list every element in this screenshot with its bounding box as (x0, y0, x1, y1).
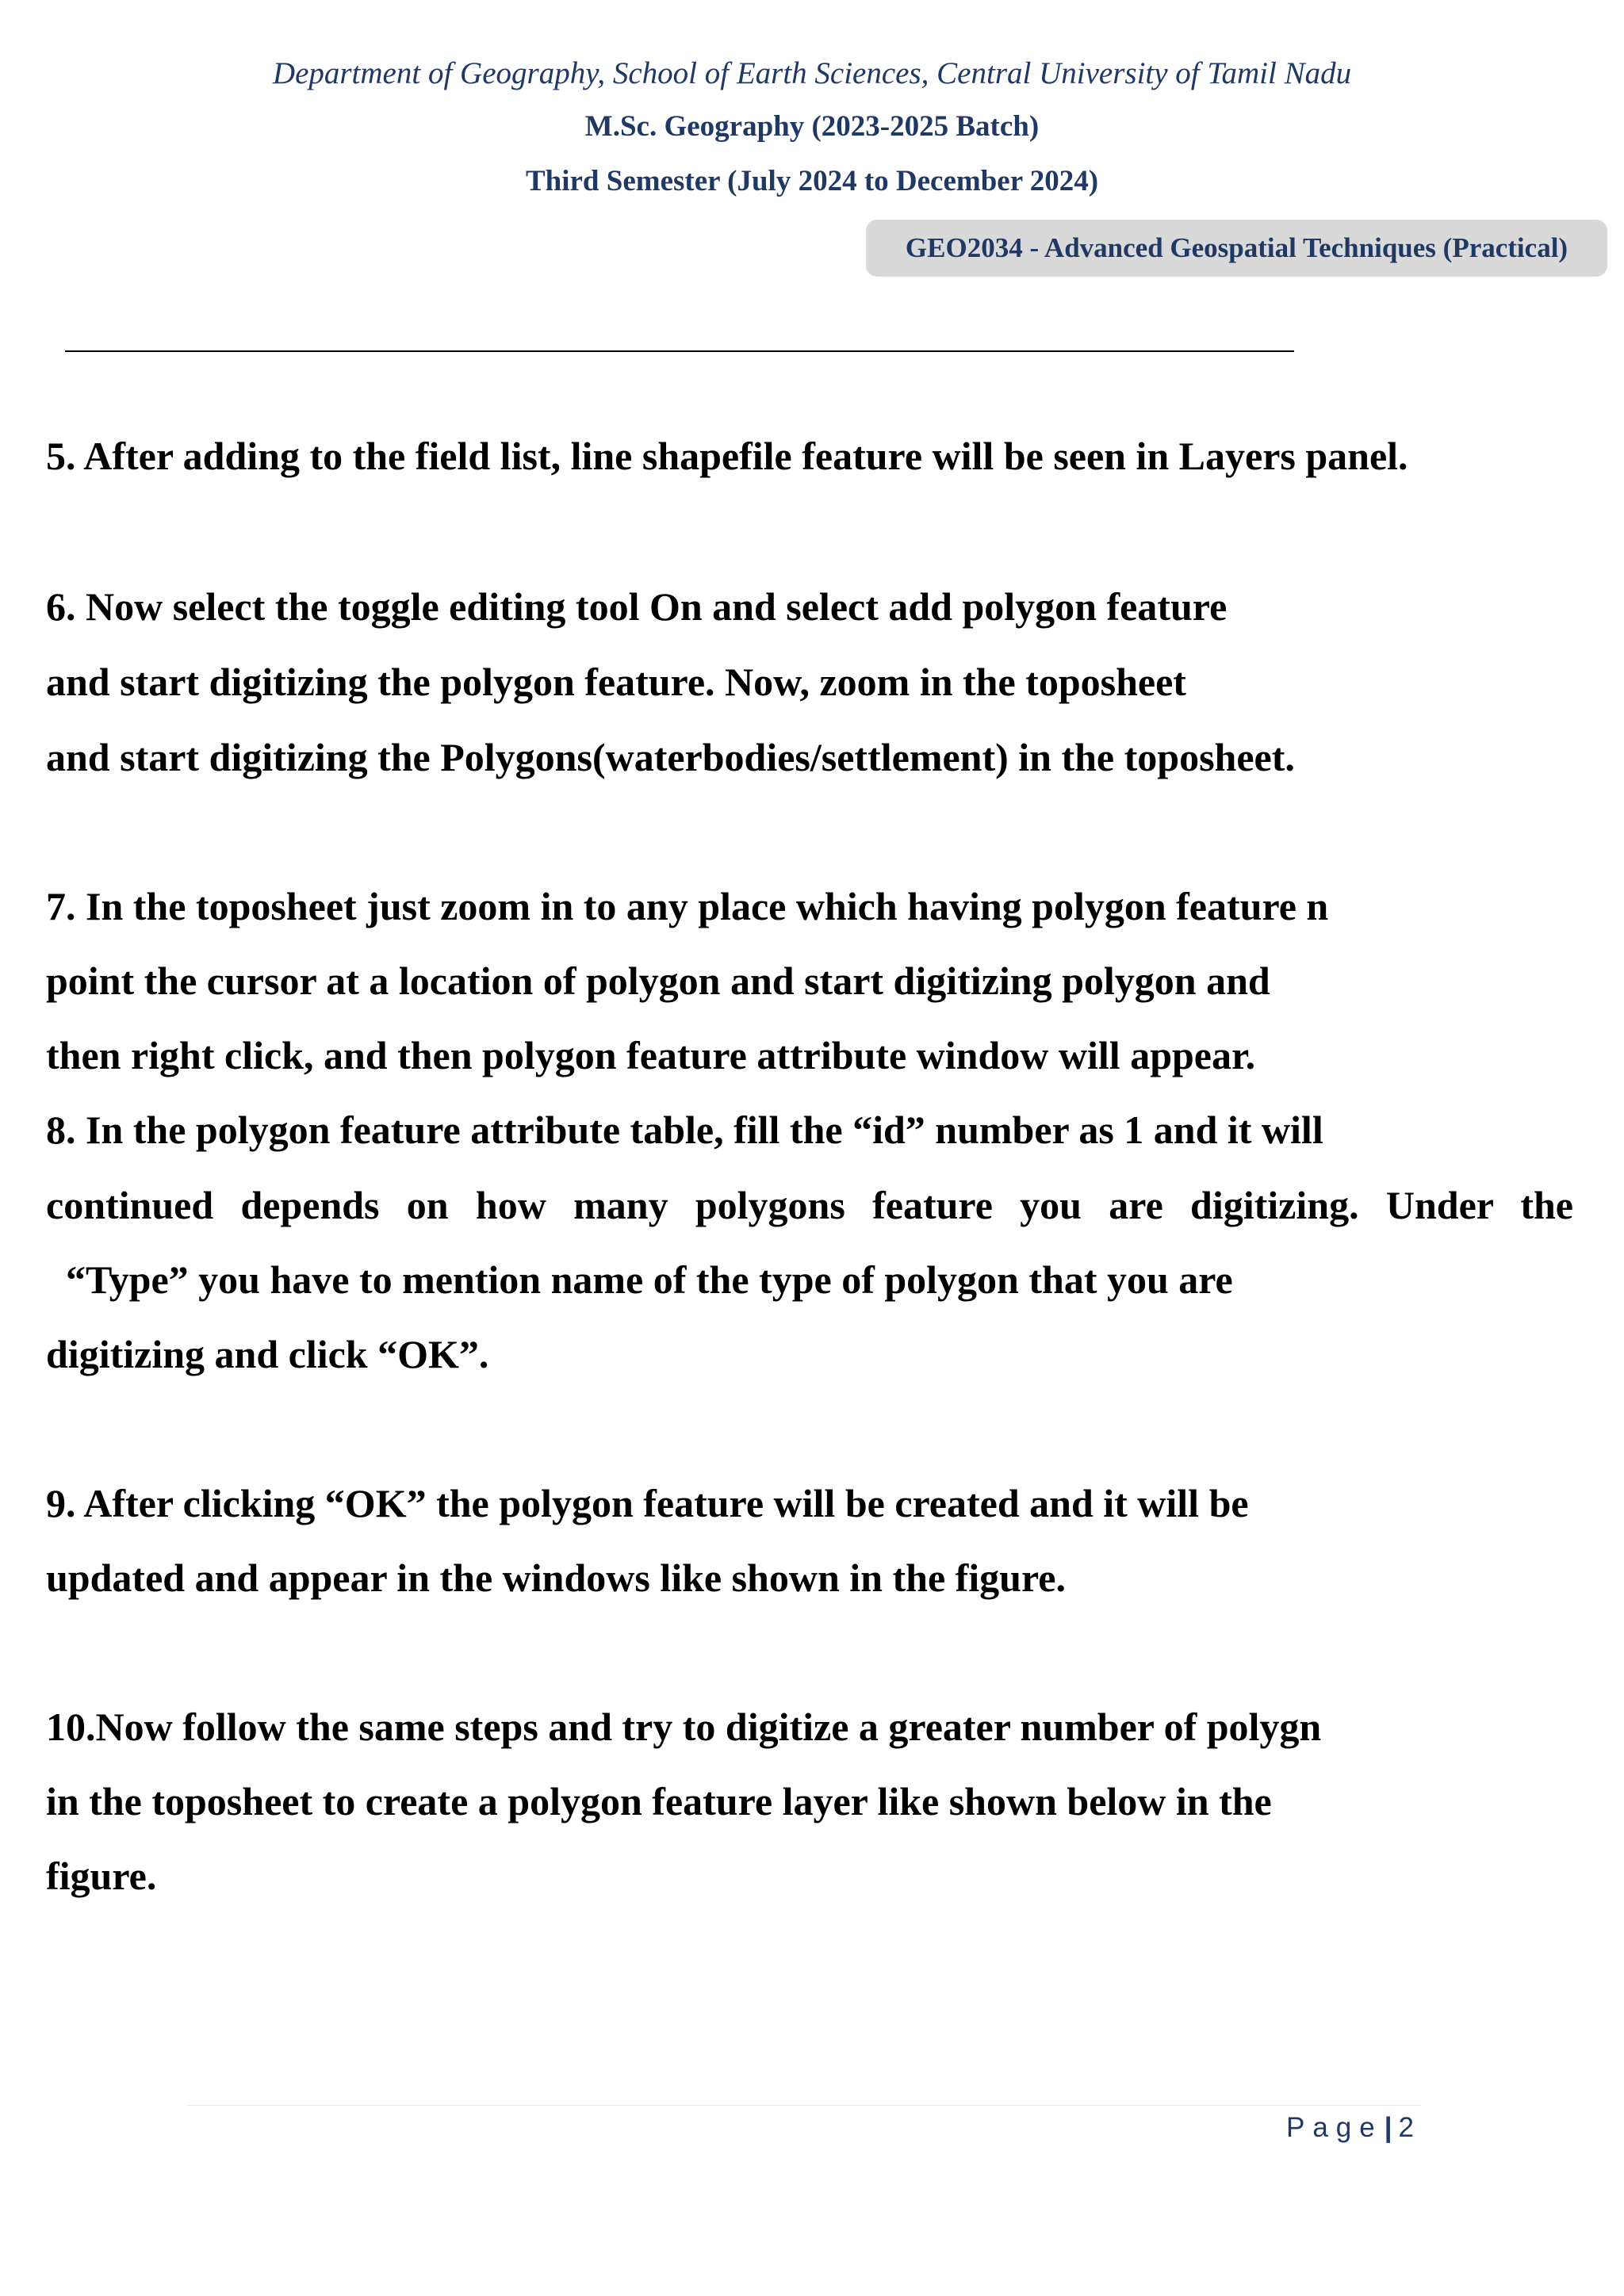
department-name: Department of Geography, School of Earth Sciences, Central University of Tamil Nadu (272, 56, 1352, 90)
step-10-line-2: in the toposheet to create a polygon feature layer like shown below in the (46, 1779, 1272, 1823)
step-8-line-3: “Type” you have to mention name of the type of polygon that you are (46, 1257, 1233, 1302)
page-separator: | (1384, 2112, 1392, 2143)
step-9-line-2: updated and appear in the windows like shown in the figure. (46, 1556, 1066, 1600)
step-6-line-2: and start digitizing the polygon feature. Now, zoom in the toposheet (46, 660, 1186, 704)
step-10-line-3: figure. (46, 1854, 157, 1898)
step-8-line-2: continued depends on how many polygons feature you are digitizing. Under the (46, 1183, 1573, 1227)
step-5-line-1: 5. After adding to the field list, line shapefile feature will be seen in Layers panel. (46, 434, 1408, 478)
semester-info: Third Semester (July 2024 to December 2024) (525, 165, 1099, 197)
step-6-line-3: and start digitizing the Polygons(waterbodies/settlement) in the toposheet. (46, 735, 1295, 779)
step-10-line-1: 10.Now follow the same steps and try to digitize a greater number of polygn (46, 1705, 1322, 1749)
step-8-line-4: digitizing and click “OK”. (46, 1332, 489, 1376)
step-8-line-1: 8. In the polygon feature attribute table, fill the “id” number as 1 and it will (46, 1108, 1323, 1152)
programme-name: M.Sc. Geography (2023-2025 Batch) (584, 110, 1040, 143)
footer-divider (188, 2105, 1421, 2106)
header-divider (65, 350, 1294, 352)
page-number-footer (1286, 2112, 1414, 2144)
step-7-line-2: point the cursor at a location of polygon and start digitizing polygon and (46, 959, 1270, 1003)
step-7-line-3: then right click, and then polygon feature attribute window will appear. (46, 1033, 1256, 1077)
step-6-line-1: 6. Now select the toggle editing tool On and select add polygon feature (46, 584, 1228, 629)
page-number: 2 (1398, 2112, 1415, 2143)
page-label: Page (1286, 2112, 1383, 2143)
course-badge: GEO2034 - Advanced Geospatial Techniques (Practical) (866, 220, 1607, 277)
step-7-line-1: 7. In the toposheet just zoom in to any place which having polygon feature n (46, 884, 1329, 928)
step-9-line-1: 9. After clicking “OK” the polygon feature will be created and it will be (46, 1481, 1249, 1525)
